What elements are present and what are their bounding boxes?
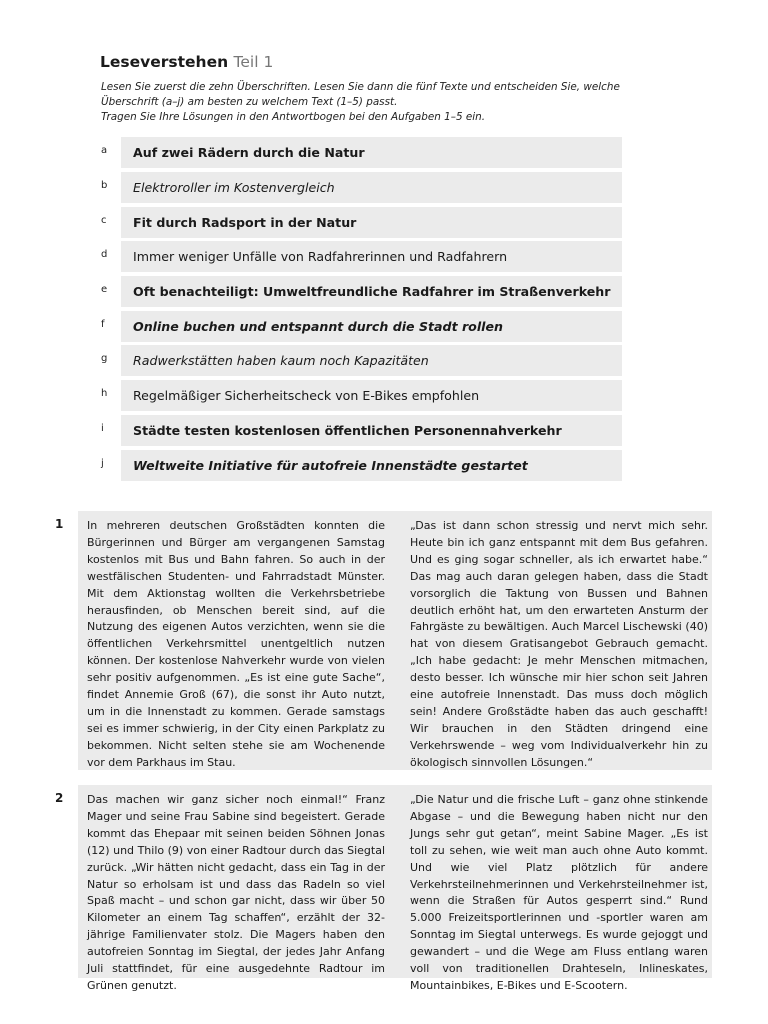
text-column-right: „Die Natur und die frische Luft – ganz ohne stinkende Abgase – und die Bewegung haben nicht nur den Jungs sehr gut getan“, meint Sabine Mager. „Es ist toll zu sehen, wie weit man auch ohne Auto kommt. Und wie viel Platz plötzlich für andere Verkehrsteilnehmerinnen und Verkehrsteilnehmer ist, wenn die Straßen für Autos gesperrt sind.“ Rund 5.000 Freizeitsportlerinnen und -sportler waren am Sonntag im Siegtal unterwegs. Es wurde gejoggt und gewandert – und die Wege am Fluss entlang waren voll von traditionellen Drahteseln, Inlineskates, Mountainbikes, E-Bikes und E-Scootern.	[410, 793, 708, 992]
heading-row-j	[101, 450, 621, 481]
instructions-line-2: Überschrift (a–j) am besten zu welchem Text (1–5) passt.	[101, 96, 398, 109]
heading-text: Online buchen und entspannt durch die Stadt rollen	[133, 319, 503, 334]
heading-text: Auf zwei Rädern durch die Natur	[133, 145, 365, 160]
text-column-left: Das machen wir ganz sicher noch einmal!“ Franz Mager und seine Frau Sabine sind begeistert. Gerade kommt das Ehepaar mit seinen beiden Söhnen Jonas (12) und Thilo (9) von einer Radtour durch das Siegtal zurück. „Wir hätten nicht gedacht, dass ein Tag in der Natur so erholsam ist und dass das Radeln so viel Spaß macht – und schon gar nicht, dass wir über 50 Kilometer an einem Tag schaffen“, erzählt der 32-jährige Familienvater stolz. Die Magers haben den autofreien Sonntag im Siegtal, der jedes Jahr Anfang Juli stattfindet, für eine ausgedehnte Radtour im Grünen genutzt.	[87, 793, 385, 992]
heading-text: Weltweite Initiative für autofreie Innenstädte gestartet	[133, 458, 528, 473]
heading-letter: d	[101, 249, 108, 260]
instructions-line-3: Tragen Sie Ihre Lösungen in den Antwortbogen bei den Aufgaben 1–5 ein.	[101, 111, 486, 124]
heading-text: Radwerkstätten haben kaum noch Kapazitäten	[133, 353, 429, 368]
heading-letter: h	[101, 388, 108, 399]
heading-row-g	[101, 345, 621, 376]
instructions-line-1: Lesen Sie zuerst die zehn Überschriften. Lesen Sie dann die fünf Texte und entscheiden Sie, welche	[101, 81, 620, 93]
heading-text: Städte testen kostenlosen öffentlichen Personennahverkehr	[133, 423, 562, 438]
instructions	[101, 80, 661, 126]
heading-letter: f	[101, 319, 105, 330]
heading-letter: g	[101, 353, 108, 364]
heading-letter: j	[101, 458, 104, 469]
heading-text: Regelmäßiger Sicherheitscheck von E-Bikes empfohlen	[133, 388, 480, 403]
heading-text: Elektroroller im Kostenvergleich	[133, 180, 335, 195]
heading-row-a	[101, 137, 621, 168]
heading-letter: i	[101, 423, 104, 434]
heading-letter: a	[101, 145, 108, 156]
text-box	[78, 511, 712, 770]
heading-letter: e	[101, 284, 108, 295]
heading-row-b	[101, 172, 621, 203]
heading-letter: b	[101, 180, 108, 191]
text-column-left: In mehreren deutschen Großstädten konnten die Bürgerinnen und Bürger am vergangenen Samstag kostenlos mit Bus und Bahn fahren. So auch in der westfälischen Studenten- und Fahrradstadt Münster. Mit dem Aktionstag wollten die Verkehrsbetriebe herausfinden, ob Menschen bereit sind, auf die Nutzung des eigenen Autos verzichten, wenn sie die öffentlichen Verkehrsmittel unentgeltlich nutzen können. Der kostenlose Nahverkehr wurde von vielen sehr positiv aufgenommen. „Es ist eine gute Sache“, findet Annemie Groß (67), die sonst ihr Auto nutzt, um in die Innenstadt zu kommen. Gerade samstags sei es immer schwierig, in der City einen Parkplatz zu bekommen. Nicht selten stehe sie am Wochenende vor dem Parkhaus im Stau.	[87, 519, 385, 769]
text-number: 1	[55, 517, 64, 531]
section-title	[100, 53, 273, 71]
heading-text: Fit durch Radsport in der Natur	[133, 215, 357, 230]
heading-row-d	[101, 241, 621, 272]
section-title-main: Leseverstehen	[100, 53, 229, 71]
text-box	[78, 785, 712, 992]
heading-row-e	[101, 276, 621, 307]
heading-row-h	[101, 380, 621, 411]
heading-text: Immer weniger Unfälle von Radfahrerinnen und Radfahrern	[133, 249, 508, 264]
text-number: 2	[55, 791, 64, 805]
heading-text: Oft benachteiligt: Umweltfreundliche Radfahrer im Straßenverkehr	[133, 284, 611, 299]
heading-letter: c	[101, 215, 107, 226]
heading-row-i	[101, 415, 621, 446]
heading-row-c	[101, 207, 621, 238]
text-column-right: „Das ist dann schon stressig und nervt mich sehr. Heute bin ich ganz entspannt mit dem Bus gefahren. Und es ging sogar schneller, als ich erwartet habe.“ Das mag auch daran gelegen haben, dass die Stadt vorsorglich die Taktung von Bussen und Bahnen deutlich erhöht hat, um den erwarteten Ansturm der Fahrgäste zu bewältigen. Auch Marcel Lischewski (40) hat von diesem Gratisangebot Gebrauch gemacht. „Ich habe gedacht: Je mehr Menschen mitmachen, desto besser. Ich wünsche mir hier schon seit Jahren eine autofreie Innenstadt. Das muss doch möglich sein! Andere Großstädte haben das auch geschafft! Wir brauchen in den Städten dringend eine Verkehrswende – weg vom Individualverkehr hin zu ökologisch sinnvollen Lösungen.“	[410, 519, 708, 769]
section-part: Teil 1	[233, 53, 274, 71]
heading-row-f	[101, 311, 621, 342]
